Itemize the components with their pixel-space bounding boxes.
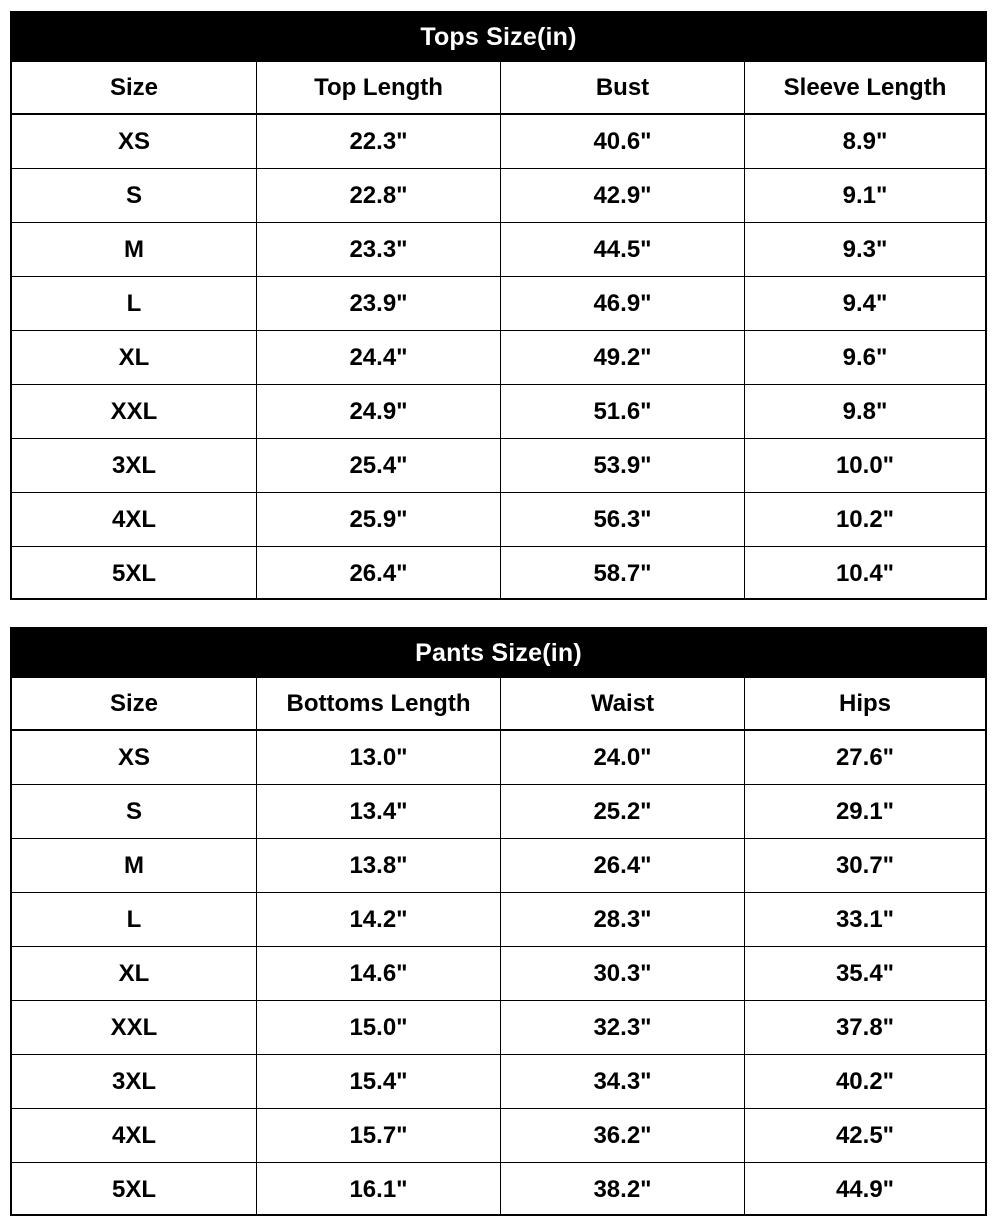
pants-header-waist: Waist xyxy=(500,678,744,729)
bottoms-length-cell: 14.6" xyxy=(256,947,500,1000)
top-length-cell: 25.4" xyxy=(256,439,500,492)
size-cell: 3XL xyxy=(111,1067,156,1095)
waist-cell: 28.3" xyxy=(500,893,744,946)
bust-cell: 56.3" xyxy=(500,493,744,546)
bust-cell: 40.6" xyxy=(500,115,744,168)
pants-row-xl xyxy=(12,946,985,1000)
waist-cell: 25.2" xyxy=(500,785,744,838)
pants-row-3xl xyxy=(12,1054,985,1108)
bust-cell: 51.6" xyxy=(500,385,744,438)
sleeve-length-cell: 9.6" xyxy=(744,331,985,384)
size-cell: XS xyxy=(117,743,150,771)
sleeve-length-cell: 10.0" xyxy=(744,439,985,492)
bust-cell: 44.5" xyxy=(500,223,744,276)
size-cell: L xyxy=(126,905,142,933)
tops-row-5xl xyxy=(12,546,985,600)
bottoms-length-cell: 15.0" xyxy=(256,1001,500,1054)
size-cell: M xyxy=(124,851,144,879)
bottoms-length-cell: 15.7" xyxy=(256,1109,500,1162)
top-length-cell: 26.4" xyxy=(256,547,500,600)
top-length-cell: 23.9" xyxy=(256,277,500,330)
sleeve-length-cell: 10.2" xyxy=(744,493,985,546)
pants-row-l xyxy=(12,892,985,946)
waist-cell: 36.2" xyxy=(500,1109,744,1162)
pants-header-bottoms-length: Bottoms Length xyxy=(256,678,500,729)
tops-header-sleeve-length: Sleeve Length xyxy=(744,62,985,113)
waist-cell: 30.3" xyxy=(500,947,744,1000)
bottoms-length-cell: 13.0" xyxy=(256,731,500,784)
sleeve-length-cell: 9.8" xyxy=(744,385,985,438)
hips-cell: 29.1" xyxy=(744,785,985,838)
bust-cell: 53.9" xyxy=(500,439,744,492)
size-cell: XS xyxy=(117,127,150,155)
size-cell: S xyxy=(125,797,142,825)
pants-row-s xyxy=(12,784,985,838)
top-length-cell: 23.3" xyxy=(256,223,500,276)
bottoms-length-cell: 15.4" xyxy=(256,1055,500,1108)
size-cell: XL xyxy=(118,343,150,371)
top-length-cell: 22.3" xyxy=(256,115,500,168)
pants-size-table xyxy=(10,627,987,1216)
waist-cell: 24.0" xyxy=(500,731,744,784)
waist-cell: 26.4" xyxy=(500,839,744,892)
top-length-cell: 24.4" xyxy=(256,331,500,384)
hips-cell: 33.1" xyxy=(744,893,985,946)
tops-row-xxl xyxy=(12,384,985,438)
hips-cell: 44.9" xyxy=(744,1163,985,1216)
bottoms-length-cell: 16.1" xyxy=(256,1163,500,1216)
size-cell: 4XL xyxy=(111,1121,156,1149)
size-cell: 5XL xyxy=(111,559,156,587)
tops-size-table xyxy=(10,11,987,600)
pants-header-row xyxy=(12,677,985,730)
pants-table-title: Pants Size(in) xyxy=(12,629,985,677)
pants-header-hips: Hips xyxy=(744,678,985,729)
sleeve-length-cell: 10.4" xyxy=(744,547,985,600)
tops-row-xs xyxy=(12,114,985,168)
top-length-cell: 24.9" xyxy=(256,385,500,438)
bottoms-length-cell: 14.2" xyxy=(256,893,500,946)
tops-row-3xl xyxy=(12,438,985,492)
bottoms-length-cell: 13.8" xyxy=(256,839,500,892)
size-cell: M xyxy=(124,235,144,263)
tops-row-l xyxy=(12,276,985,330)
tops-header-top-length: Top Length xyxy=(256,62,500,113)
tops-row-m xyxy=(12,222,985,276)
hips-cell: 40.2" xyxy=(744,1055,985,1108)
size-cell: L xyxy=(126,289,142,317)
bust-cell: 49.2" xyxy=(500,331,744,384)
hips-cell: 35.4" xyxy=(744,947,985,1000)
tops-row-4xl xyxy=(12,492,985,546)
hips-cell: 30.7" xyxy=(744,839,985,892)
sleeve-length-cell: 8.9" xyxy=(744,115,985,168)
top-length-cell: 22.8" xyxy=(256,169,500,222)
tops-row-s xyxy=(12,168,985,222)
waist-cell: 32.3" xyxy=(500,1001,744,1054)
size-cell: XXL xyxy=(110,397,158,425)
pants-row-xs xyxy=(12,730,985,784)
tops-row-xl xyxy=(12,330,985,384)
sleeve-length-cell: 9.1" xyxy=(744,169,985,222)
waist-cell: 34.3" xyxy=(500,1055,744,1108)
pants-row-m xyxy=(12,838,985,892)
bottoms-length-cell: 13.4" xyxy=(256,785,500,838)
waist-cell: 38.2" xyxy=(500,1163,744,1216)
pants-row-5xl xyxy=(12,1162,985,1216)
pants-row-4xl xyxy=(12,1108,985,1162)
size-cell: XL xyxy=(118,959,150,987)
sleeve-length-cell: 9.4" xyxy=(744,277,985,330)
tops-header-bust: Bust xyxy=(500,62,744,113)
size-cell: S xyxy=(125,181,142,209)
top-length-cell: 25.9" xyxy=(256,493,500,546)
size-cell: 5XL xyxy=(111,1175,156,1203)
tops-header-row xyxy=(12,61,985,114)
size-cell: 3XL xyxy=(111,451,156,479)
hips-cell: 37.8" xyxy=(744,1001,985,1054)
size-cell: 4XL xyxy=(111,505,156,533)
bust-cell: 58.7" xyxy=(500,547,744,600)
bust-cell: 46.9" xyxy=(500,277,744,330)
bust-cell: 42.9" xyxy=(500,169,744,222)
hips-cell: 42.5" xyxy=(744,1109,985,1162)
hips-cell: 27.6" xyxy=(744,731,985,784)
size-cell: XXL xyxy=(110,1013,158,1041)
tops-table-title: Tops Size(in) xyxy=(12,13,985,61)
tops-header-size: Size xyxy=(109,73,159,101)
pants-row-xxl xyxy=(12,1000,985,1054)
pants-header-size: Size xyxy=(109,689,159,717)
sleeve-length-cell: 9.3" xyxy=(744,223,985,276)
